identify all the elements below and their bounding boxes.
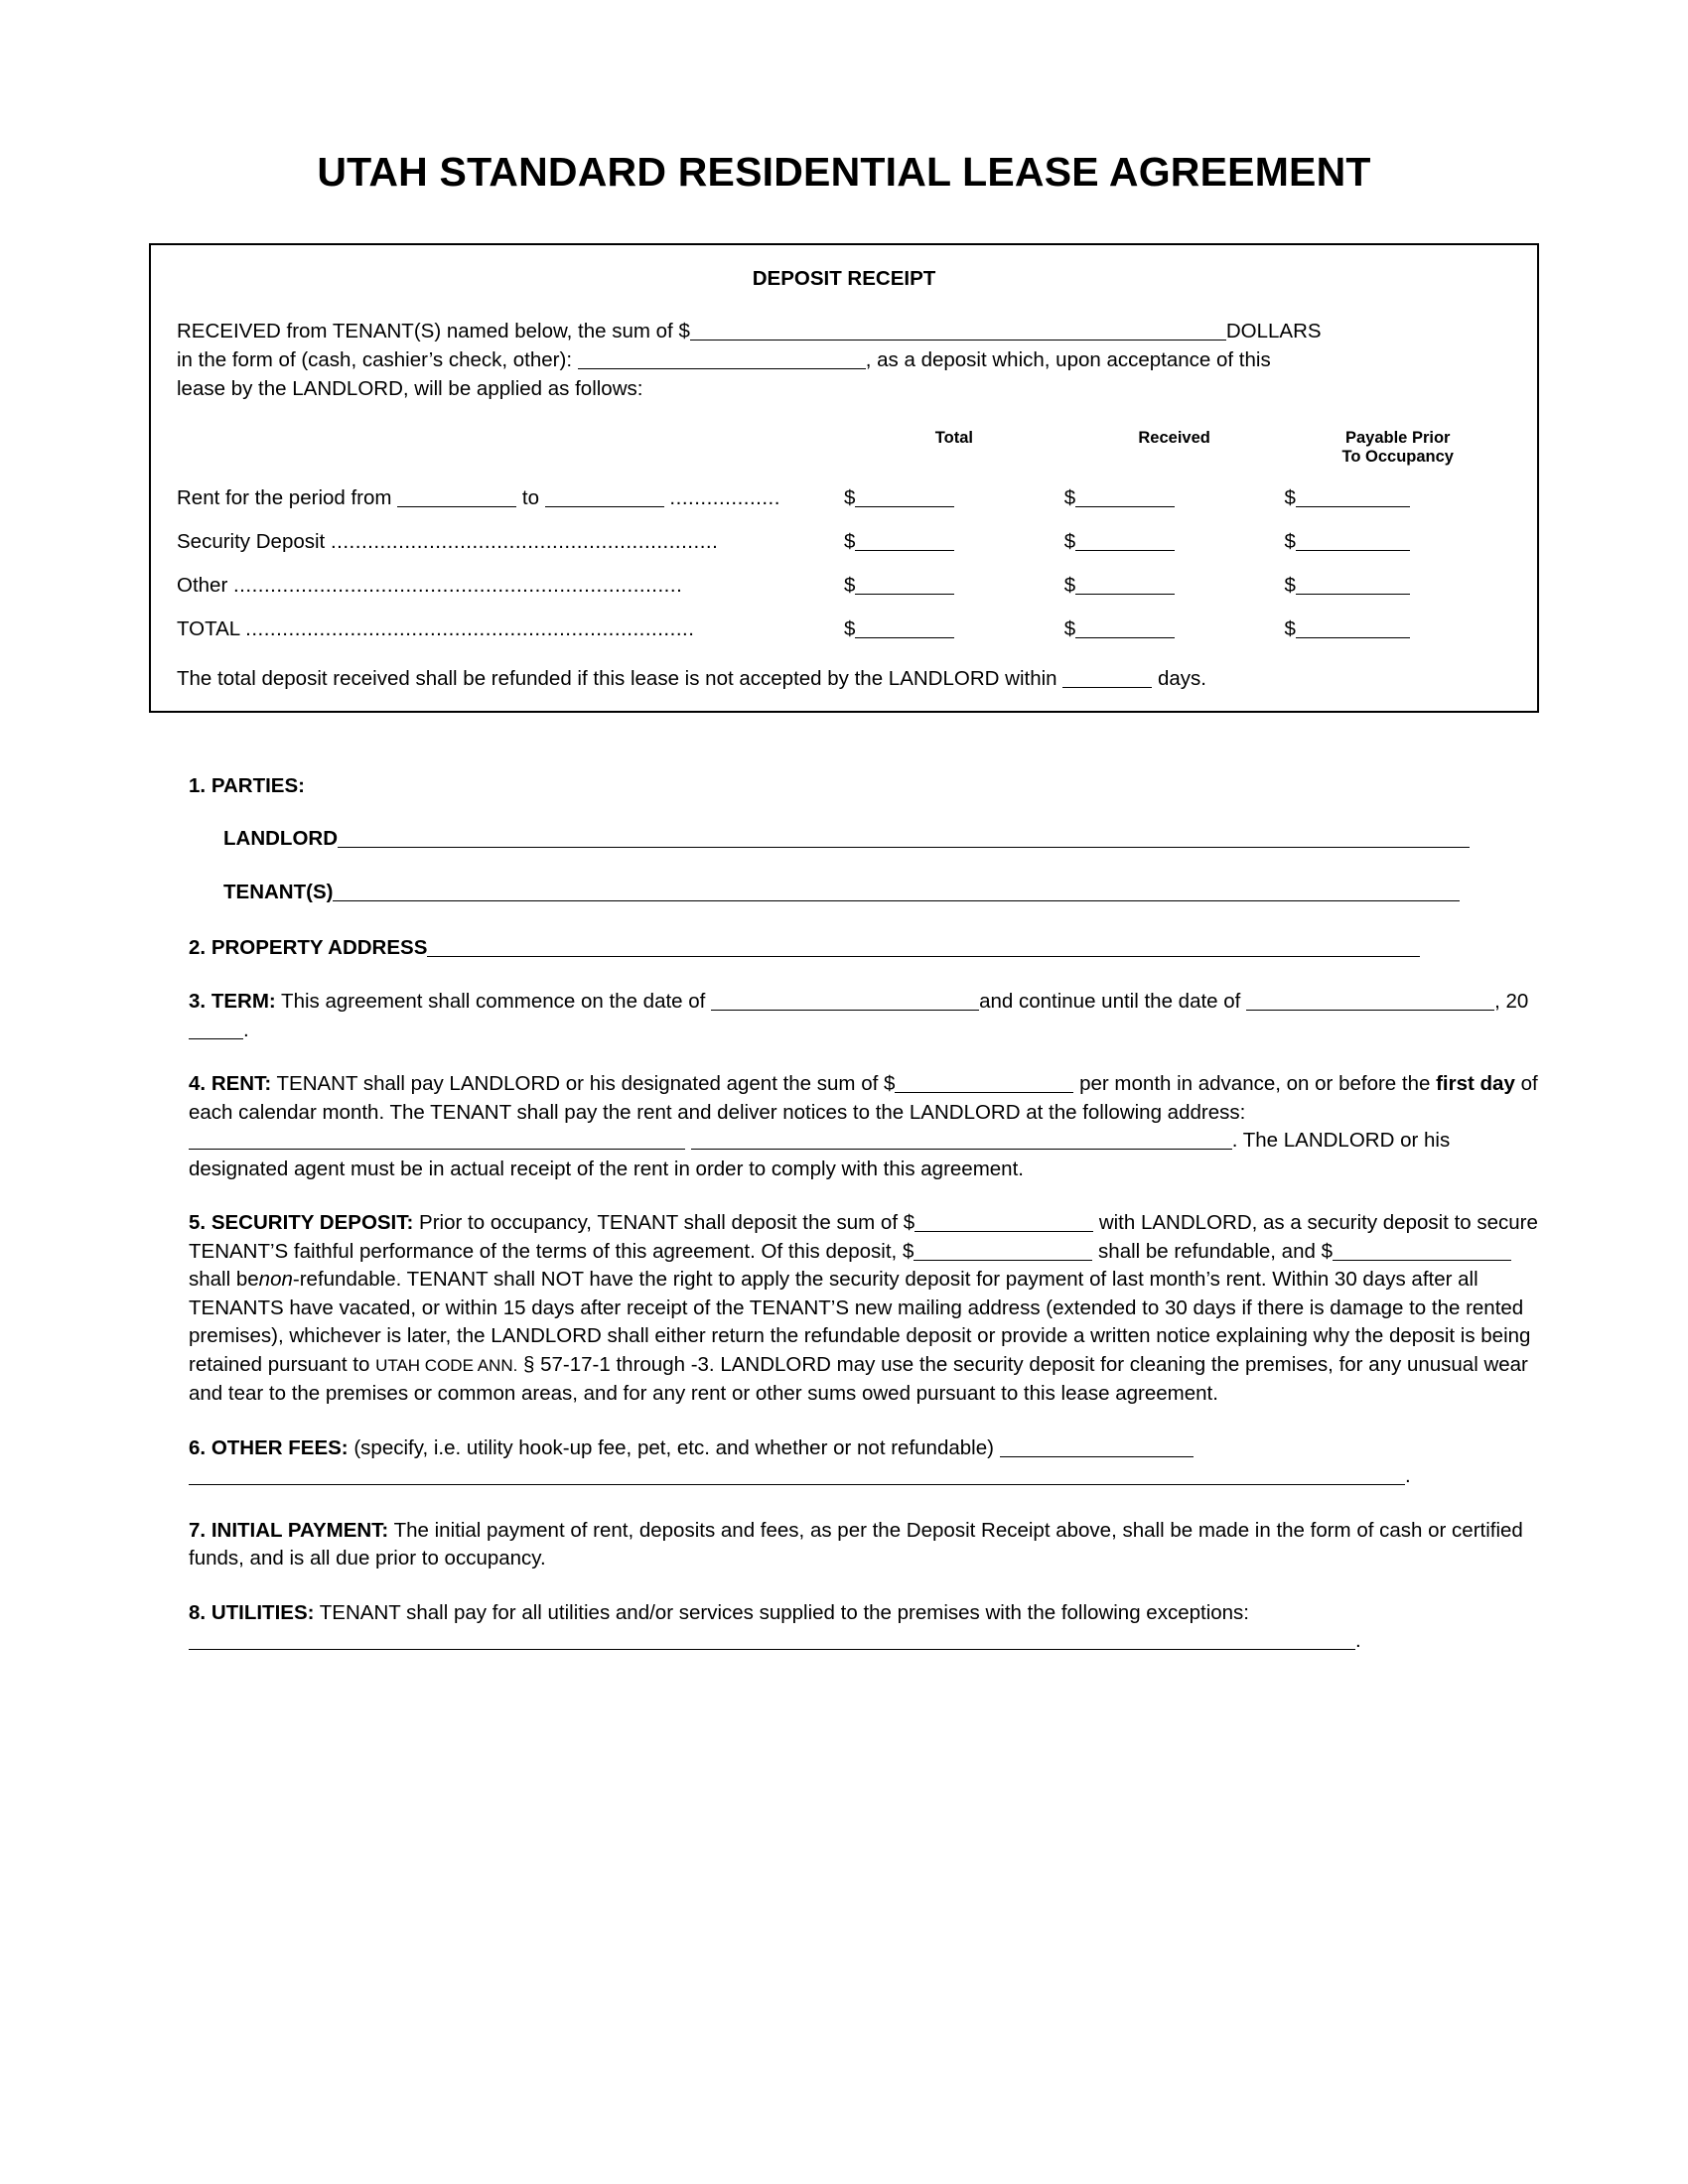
receipt-refund-line: [177, 667, 1511, 691]
receipt-rent-label-a: Rent for the period from: [177, 486, 392, 509]
receipt-security-label: Security Deposit: [177, 530, 326, 553]
receipt-row-rent-label: [177, 486, 844, 510]
receipt-received-label: RECEIVED from TENANT(S) named below, the sum of $: [177, 320, 690, 342]
clause-security-deposit: [149, 1209, 1539, 1409]
clause-property-number: 2.: [189, 935, 207, 959]
landlord-name-blank[interactable]: [338, 828, 1470, 848]
clause-utilities-text-b: .: [1355, 1629, 1361, 1652]
dollar-sign: $: [844, 486, 856, 509]
security-payable-blank[interactable]: [1296, 531, 1410, 551]
clause-term-text-b: and continue until the date: [979, 990, 1218, 1013]
clause-security-number: 5.: [189, 1211, 207, 1234]
dollar-sign: $: [844, 617, 856, 640]
receipt-row-other: [177, 574, 1511, 598]
clause-security-text-d: shall be: [189, 1268, 259, 1291]
clause-rent-number: 4.: [189, 1072, 207, 1095]
dollar-sign: $: [1063, 617, 1076, 640]
clause-term-number: 3.: [189, 990, 207, 1013]
receipt-total-dots: .........................................................................: [245, 617, 695, 640]
column-header-spacer: [177, 429, 844, 467]
dollar-sign: $: [1063, 530, 1076, 553]
receipt-rent-total: [844, 486, 1064, 510]
clause-initial-payment-title: INITIAL PAYMENT:: [211, 1518, 389, 1542]
rent-period-to-blank[interactable]: [545, 487, 664, 507]
deposit-receipt-box: [149, 243, 1539, 713]
term-commence-date-blank[interactable]: [711, 991, 979, 1011]
clause-parties-heading: [149, 772, 1539, 801]
column-header-payable-prior: [1285, 429, 1511, 467]
clause-rent-first-day: first day: [1436, 1072, 1515, 1095]
receipt-other-total: [844, 574, 1064, 598]
clause-rent-text-a: TENANT shall pay LANDLORD or his designated agent the sum of $: [276, 1072, 896, 1095]
receipt-row-total: [177, 617, 1511, 641]
dollar-sign: $: [1284, 617, 1296, 640]
receipt-total-label: TOTAL: [177, 617, 240, 640]
clause-other-fees-text-a: (specify, i.e. utility hook-up fee, pet, etc. and whether or not refundable): [353, 1435, 994, 1459]
clause-initial-payment-number: 7.: [189, 1518, 207, 1542]
receipt-security-dots: ...............................................................: [330, 530, 719, 553]
receipt-dollars-label: DOLLARS: [1225, 320, 1322, 342]
clause-rent-title: RENT:: [211, 1072, 272, 1095]
rent-notice-address-blank-2[interactable]: [691, 1130, 1232, 1150]
column-header-payable-line2: To Occupancy: [1341, 448, 1454, 466]
clause-security-citation: UTAH CODE ANN.: [375, 1355, 518, 1375]
clause-rent-text-c: of each calendar month. The TENANT shall pay the rent and deliver notices to the LANDLORD at the following address:: [189, 1072, 1538, 1124]
receipt-form-label: in the form of (cash, cashier’s check, other):: [177, 348, 573, 371]
receipt-row-total-label: [177, 617, 844, 641]
deposit-receipt-heading: DEPOSIT RECEIPT: [752, 267, 936, 290]
receipt-sum-blank[interactable]: [690, 321, 1226, 341]
utilities-exceptions-blank[interactable]: [189, 1630, 1355, 1650]
page-title: UTAH STANDARD RESIDENTIAL LEASE AGREEMENT: [317, 149, 1371, 195]
receipt-security-received: [1064, 530, 1285, 554]
clause-parties-title: PARTIES:: [211, 774, 305, 797]
clause-security-non-italic: non: [258, 1268, 293, 1291]
receipt-rent-dots: ..................: [669, 486, 780, 509]
clause-security-text-f: -refundable. TENANT shall NOT have the right to apply the security deposit for payment of last month’s rent. Within 30 days after all TENANTS have vacated, or within 15 days after receipt of the TENANT’S new mailing address (extended to 30 days if there is damage to the rented premises), whichever is later, the LANDLORD shall either return the refundable deposit or provide a written notice explaining why the deposit is being retained pursuant to: [189, 1268, 1531, 1376]
clause-other-fees-title: OTHER FEES:: [211, 1435, 349, 1459]
receipt-rent-received: [1064, 486, 1285, 510]
clause-security-text-a: Prior to occupancy, TENANT shall deposit the sum of $: [419, 1211, 915, 1234]
tenant-label: TENANT(S): [223, 880, 334, 903]
receipt-row-security-deposit: [177, 530, 1511, 554]
clause-other-fees-number: 6.: [189, 1435, 207, 1459]
property-address-blank[interactable]: [427, 937, 1420, 957]
clause-utilities-text-a: TENANT shall pay for all utilities and/or services supplied to the premises with the following exceptions:: [319, 1600, 1250, 1624]
security-received-blank[interactable]: [1075, 531, 1175, 551]
column-header-received: Received: [1138, 429, 1210, 447]
clause-utilities-title: UTILITIES:: [211, 1600, 315, 1624]
clause-other-fees-text-b: .: [1405, 1464, 1411, 1487]
landlord-label: LANDLORD: [223, 826, 339, 850]
clause-term-text-c: of: [1223, 990, 1241, 1013]
other-payable-blank[interactable]: [1296, 575, 1410, 595]
receipt-form-tail: , as a deposit which, upon acceptance of this: [865, 348, 1271, 371]
rent-notice-address-blank-1[interactable]: [189, 1130, 685, 1150]
receipt-other-dots: .........................................................................: [232, 574, 683, 597]
receipt-total-total: [844, 617, 1064, 641]
receipt-form-blank[interactable]: [578, 349, 866, 369]
total-total-blank[interactable]: [855, 618, 954, 638]
clause-property-address: [149, 934, 1539, 963]
receipt-refund-text: The total deposit received shall be refunded if this lease is not accepted by the LANDLORD within: [177, 667, 1057, 690]
security-deposit-amount-blank[interactable]: [914, 1212, 1093, 1232]
rent-total-blank[interactable]: [855, 487, 954, 507]
receipt-security-total: [844, 530, 1064, 554]
rent-period-from-blank[interactable]: [397, 487, 516, 507]
term-end-date-blank[interactable]: [1246, 991, 1494, 1011]
receipt-total-received: [1064, 617, 1285, 641]
dollar-sign: $: [1063, 574, 1076, 597]
security-refundable-blank[interactable]: [914, 1241, 1092, 1261]
clause-rent: [149, 1070, 1539, 1183]
clause-term: [149, 988, 1539, 1044]
term-end-year-blank[interactable]: [189, 1020, 243, 1039]
clause-initial-payment-text: The initial payment of rent, deposits and fees, as per the Deposit Receipt above, shall be made in the form of cash or certified funds, and is all due prior to occupancy.: [189, 1518, 1523, 1570]
receipt-applied-line: lease by the LANDLORD, will be applied as follows:: [177, 377, 643, 400]
other-total-blank[interactable]: [855, 575, 954, 595]
clause-initial-payment: [149, 1517, 1539, 1573]
clause-term-text-d: , 20: [1494, 990, 1529, 1013]
tenant-field-row: [149, 881, 1539, 904]
receipt-received-line: [177, 317, 1511, 345]
other-fees-blank-1[interactable]: [1000, 1437, 1194, 1457]
dollar-sign: $: [1284, 574, 1296, 597]
dollar-sign: $: [844, 530, 856, 553]
clause-utilities-number: 8.: [189, 1600, 207, 1624]
receipt-form-line: [177, 345, 1511, 374]
clause-rent-text-b: per month in advance, on or before the: [1079, 1072, 1431, 1095]
clause-security-title: SECURITY DEPOSIT:: [211, 1211, 414, 1234]
clause-rent-text-d: . The LANDLORD or his designated agent must be in actual receipt of the rent in order to comply with this agreement.: [189, 1129, 1451, 1180]
clause-property-title: PROPERTY ADDRESS: [211, 935, 428, 959]
clause-security-text-b: with LANDLORD, as a security deposit to secure TENANT’S faithful performance of the terms of this agreement. Of this deposit, $: [189, 1211, 1538, 1263]
total-received-blank[interactable]: [1075, 618, 1175, 638]
tenant-name-blank[interactable]: [333, 882, 1460, 901]
security-nonrefundable-blank[interactable]: [1333, 1241, 1511, 1261]
clause-term-title: TERM:: [211, 990, 276, 1013]
receipt-refund-days-label: days.: [1157, 667, 1206, 690]
receipt-row-rent: [177, 486, 1511, 510]
clause-term-text-a: This agreement shall commence on the date of: [281, 990, 706, 1013]
clause-other-fees: [149, 1434, 1539, 1491]
column-header-total: Total: [934, 429, 973, 447]
receipt-column-headers: [177, 429, 1511, 467]
receipt-other-payable: [1285, 574, 1511, 598]
receipt-row-other-label: [177, 574, 844, 598]
other-received-blank[interactable]: [1075, 575, 1175, 595]
clause-term-text-e: .: [243, 1018, 249, 1041]
column-header-payable-line1: Payable Prior: [1344, 429, 1451, 447]
receipt-total-payable: [1285, 617, 1511, 641]
dollar-sign: $: [844, 574, 856, 597]
total-payable-blank[interactable]: [1296, 618, 1410, 638]
receipt-row-security-label: [177, 530, 844, 554]
clause-utilities: [149, 1599, 1539, 1656]
clause-parties-number: 1.: [189, 774, 207, 797]
rent-payable-blank[interactable]: [1296, 487, 1410, 507]
receipt-rent-payable: [1285, 486, 1511, 510]
dollar-sign: $: [1284, 530, 1296, 553]
refund-days-blank[interactable]: [1062, 668, 1152, 688]
receipt-security-payable: [1285, 530, 1511, 554]
receipt-other-label: Other: [177, 574, 228, 597]
clause-security-text-c: shall be refundable, and $: [1098, 1239, 1333, 1263]
rent-amount-blank[interactable]: [895, 1073, 1073, 1093]
dollar-sign: $: [1063, 486, 1076, 509]
landlord-field-row: [149, 827, 1539, 851]
dollar-sign: $: [1284, 486, 1296, 509]
security-total-blank[interactable]: [855, 531, 954, 551]
receipt-rent-label-b: to: [521, 486, 540, 509]
clause-security-text-g: § 57-17-1 through -3. LANDLORD may use the security deposit for cleaning the premises, for any unusual wear and tear to the premises or common areas, and for any rent or other sums owed pursuant to this lease agreement.: [189, 1352, 1528, 1405]
receipt-other-received: [1064, 574, 1285, 598]
other-fees-blank-2[interactable]: [189, 1465, 1405, 1485]
rent-received-blank[interactable]: [1075, 487, 1175, 507]
